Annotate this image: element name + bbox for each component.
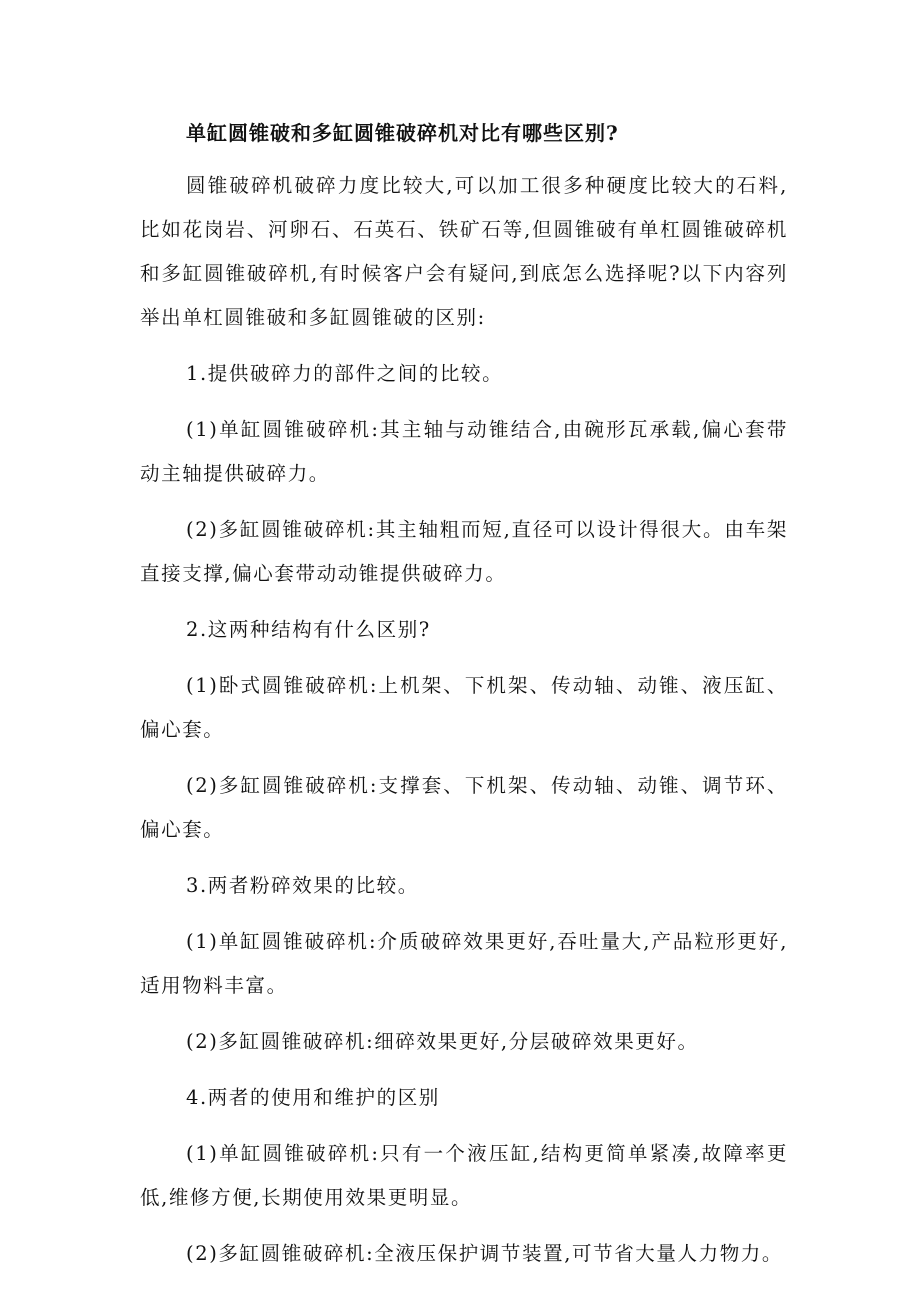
section-heading-2: 2.这两种结构有什么区别?: [186, 618, 431, 641]
section-heading-4: 4.两者的使用和维护的区别: [186, 1086, 440, 1109]
section-2-item-2: (2)多缸圆锥破碎机:支撑套、下机架、传动轴、动锥、调节环、偏心套。: [140, 774, 788, 841]
document-body: [140, 116, 788, 1288]
section-1-item-1: (1)单缸圆锥破碎机:其主轴与动锥结合,由碗形瓦承载,偏心套带动主轴提供破碎力。: [140, 418, 788, 485]
section-heading-3: 3.两者粉碎效果的比较。: [186, 874, 419, 897]
document-title: 单缸圆锥破和多缸圆锥破碎机对比有哪些区别?: [186, 121, 619, 145]
section-3-item-1: (1)单缸圆锥破碎机:介质破碎效果更好,吞吐量大,产品粒形更好,适用物料丰富。: [140, 930, 788, 997]
section-2-item-1: (1)卧式圆锥破碎机:上机架、下机架、传动轴、动锥、液压缸、偏心套。: [140, 674, 788, 741]
section-3-item-2: (2)多缸圆锥破碎机:细碎效果更好,分层破碎效果更好。: [186, 1030, 699, 1053]
section-heading-1: 1.提供破碎力的部件之间的比较。: [186, 362, 504, 385]
section-4-item-2: (2)多缸圆锥破碎机:全液压保护调节装置,可节省大量人力物力。: [186, 1242, 783, 1265]
intro-paragraph: 圆锥破碎机破碎力度比较大,可以加工很多种硬度比较大的石料,比如花岗岩、河卵石、石英石、铁矿石等,但圆锥破有单杠圆锥破碎机和多缸圆锥破碎机,有时候客户会有疑问,到底怎么选择呢?以下内容列举出单杠圆锥破和多缸圆锥破的区别:: [140, 174, 788, 329]
section-4-item-1: (1)单缸圆锥破碎机:只有一个液压缸,结构更简单紧凑,故障率更低,维修方便,长期使用效果更明显。: [140, 1142, 788, 1209]
section-1-item-2: (2)多缸圆锥破碎机:其主轴粗而短,直径可以设计得很大。由车架直接支撑,偏心套带动动锥提供破碎力。: [140, 518, 788, 585]
